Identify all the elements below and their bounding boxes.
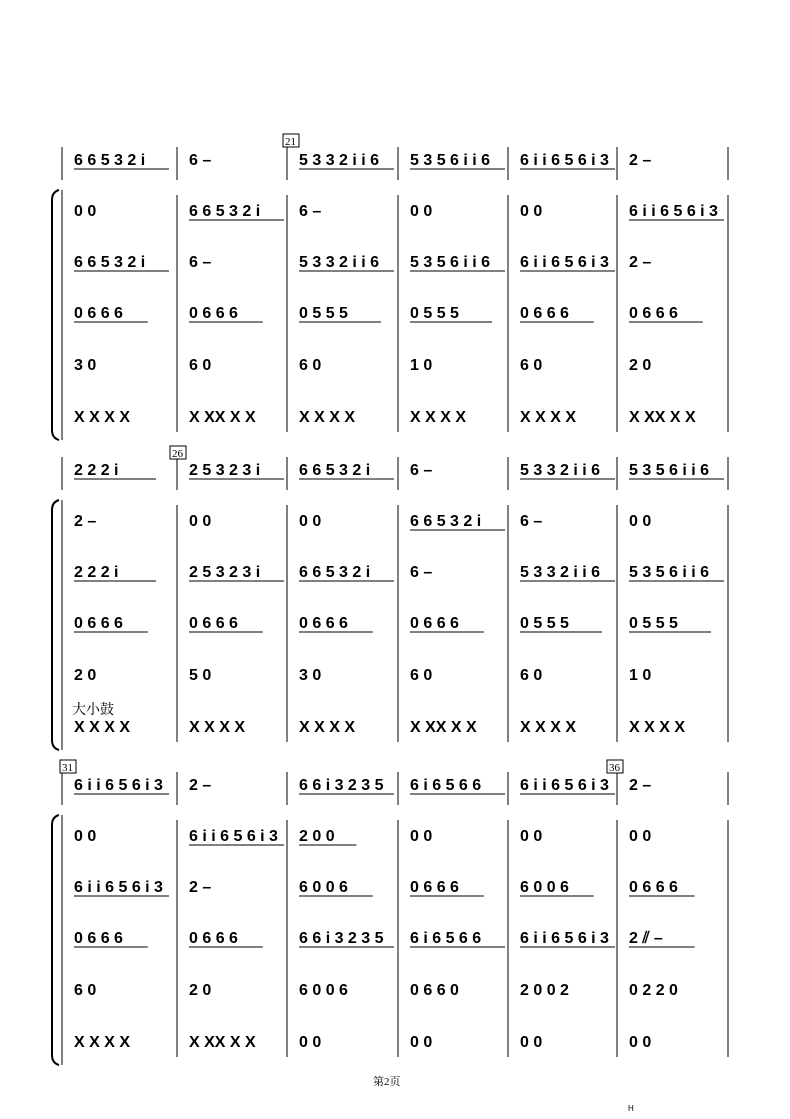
corner-mark: H — [628, 1104, 634, 1113]
percussion-measure: 0 0 — [410, 1034, 433, 1051]
notation-measure: 6 0 0 6 — [299, 982, 348, 999]
percussion-measure: 0 0 — [299, 1034, 322, 1051]
percussion-measure: X X X X — [74, 409, 131, 426]
notation-measure: 0 0 — [299, 513, 322, 530]
notation-measure: 1 0 — [629, 667, 652, 684]
percussion-measure: X X X X — [74, 1034, 131, 1051]
notation-measure: 2 – — [189, 879, 212, 896]
ensemble-bracket — [52, 190, 59, 440]
notation-measure: 5 0 — [189, 667, 212, 684]
notation-measure: 6 6 5 3 2 i — [189, 203, 261, 220]
measure-number: 36 — [609, 762, 620, 774]
notation-measure: 2 0 0 2 — [520, 982, 569, 999]
percussion-measure: X X X X — [520, 409, 577, 426]
percussion-measure: X X X X — [299, 409, 356, 426]
notation-measure: 6 i i 6 5 6 i 3 — [629, 203, 718, 220]
instrument-label: 大小鼓 — [72, 702, 114, 718]
notation-measure: 0 6 6 6 — [189, 615, 238, 632]
notation-measure: 6 6 5 3 2 i — [74, 254, 146, 271]
notation-measure: 2 5 3 2 3 i — [189, 564, 261, 581]
notation-measure: 5 3 3 2 i i 6 — [299, 152, 380, 169]
notation-measure: 0 6 6 6 — [520, 305, 569, 322]
measure-number: 21 — [285, 136, 296, 148]
notation-measure: 2 0 — [189, 982, 212, 999]
notation-measure: 6 i i 6 5 6 i 3 — [189, 828, 278, 845]
notation-measure: 6 0 — [74, 982, 97, 999]
notation-measure: 1 0 — [410, 357, 433, 374]
notation-measure: 6 i 6 5 6 6 — [410, 930, 482, 947]
notation-measure: 0 6 6 6 — [299, 615, 348, 632]
notation-measure: 0 6 6 6 — [74, 930, 123, 947]
notation-measure: 2 – — [74, 513, 97, 530]
notation-measure: 2 – — [629, 777, 652, 794]
percussion-measure: 0 0 — [520, 1034, 543, 1051]
notation-measure: 5 3 3 2 i i 6 — [299, 254, 380, 271]
notation-measure: 6 – — [410, 564, 433, 581]
notation-measure: 5 3 5 6 i i 6 — [629, 564, 710, 581]
percussion-measure: 0 0 — [629, 1034, 652, 1051]
notation-measure: 0 6 6 6 — [74, 305, 123, 322]
notation-measure: 6 – — [520, 513, 543, 530]
notation-measure: 0 0 — [74, 828, 97, 845]
percussion-measure: X XX X X — [629, 409, 696, 426]
notation-measure: 0 5 5 5 — [629, 615, 678, 632]
notation-measure: 6 i i 6 5 6 i 3 — [520, 777, 609, 794]
notation-measure: 6 i i 6 5 6 i 3 — [74, 879, 163, 896]
measure-number: 31 — [62, 762, 73, 774]
notation-measure: 0 6 6 6 — [189, 930, 238, 947]
notation-measure: 2 ⫽ – — [629, 930, 663, 947]
notation-measure: 2 2 2 i — [74, 462, 119, 479]
notation-measure: 6 0 — [189, 357, 212, 374]
notation-measure: 6 6 5 3 2 i — [410, 513, 482, 530]
notation-measure: 6 i i 6 5 6 i 3 — [520, 254, 609, 271]
notation-measure: 0 6 6 6 — [629, 879, 678, 896]
notation-measure: 6 0 — [410, 667, 433, 684]
notation-measure: 0 6 6 6 — [629, 305, 678, 322]
percussion-measure: X X X X — [520, 719, 577, 736]
notation-measure: 6 0 0 6 — [299, 879, 348, 896]
notation-measure: 6 i i 6 5 6 i 3 — [520, 930, 609, 947]
notation-measure: 0 0 — [520, 828, 543, 845]
notation-measure: 0 0 — [189, 513, 212, 530]
notation-measure: 3 0 — [299, 667, 322, 684]
notation-measure: 0 0 — [629, 828, 652, 845]
notation-measure: 6 – — [299, 203, 322, 220]
notation-measure: 6 i i 6 5 6 i 3 — [520, 152, 609, 169]
ensemble-bracket — [52, 500, 59, 750]
notation-measure: 0 0 — [410, 203, 433, 220]
notation-measure: 5 3 5 6 i i 6 — [410, 254, 491, 271]
notation-measure: 6 0 — [299, 357, 322, 374]
notation-measure: 6 – — [189, 254, 212, 271]
notation-measure: 6 6 5 3 2 i — [299, 462, 371, 479]
notation-measure: 5 3 5 6 i i 6 — [410, 152, 491, 169]
percussion-measure: X XX X X — [189, 409, 256, 426]
percussion-measure: X X X X — [299, 719, 356, 736]
notation-measure: 2 – — [629, 152, 652, 169]
notation-measure: 2 2 2 i — [74, 564, 119, 581]
notation-measure: 6 0 — [520, 357, 543, 374]
notation-measure: 6 6 i 3 2 3 5 — [299, 777, 384, 794]
notation-measure: 2 0 — [74, 667, 97, 684]
notation-measure: 6 – — [410, 462, 433, 479]
notation-measure: 0 0 — [74, 203, 97, 220]
percussion-measure: X XX X X — [410, 719, 477, 736]
notation-measure: 0 5 5 5 — [410, 305, 459, 322]
notation-measure: 6 6 i 3 2 3 5 — [299, 930, 384, 947]
notation-measure: 6 6 5 3 2 i — [74, 152, 146, 169]
notation-measure: 0 5 5 5 — [299, 305, 348, 322]
notation-measure: 6 – — [189, 152, 212, 169]
notation-measure: 0 5 5 5 — [520, 615, 569, 632]
notation-measure: 6 i i 6 5 6 i 3 — [74, 777, 163, 794]
percussion-measure: X X X X — [189, 719, 246, 736]
notation-measure: 2 – — [189, 777, 212, 794]
percussion-measure: X X X X — [74, 719, 131, 736]
notation-measure: 0 0 — [629, 513, 652, 530]
notation-measure: 6 6 5 3 2 i — [299, 564, 371, 581]
notation-measure: 0 6 6 6 — [74, 615, 123, 632]
notation-measure: 5 3 3 2 i i 6 — [520, 564, 601, 581]
notation-measure: 2 – — [629, 254, 652, 271]
ensemble-bracket — [52, 815, 59, 1065]
notation-measure: 6 0 — [520, 667, 543, 684]
page-number: 第2页 — [373, 1076, 401, 1088]
notation-measure: 6 i 6 5 6 6 — [410, 777, 482, 794]
notation-measure: 0 0 — [520, 203, 543, 220]
percussion-measure: X XX X X — [189, 1034, 256, 1051]
percussion-measure: X X X X — [629, 719, 686, 736]
notation-measure: 0 6 6 6 — [189, 305, 238, 322]
notation-measure: 5 3 3 2 i i 6 — [520, 462, 601, 479]
notation-measure: 5 3 5 6 i i 6 — [629, 462, 710, 479]
notation-measure: 0 2 2 0 — [629, 982, 678, 999]
notation-measure: 6 0 0 6 — [520, 879, 569, 896]
notation-measure: 2 5 3 2 3 i — [189, 462, 261, 479]
notation-measure: 0 6 6 0 — [410, 982, 459, 999]
notation-measure: 0 6 6 6 — [410, 879, 459, 896]
notation-measure: 2 0 0 — [299, 828, 335, 845]
notation-measure: 0 6 6 6 — [410, 615, 459, 632]
notation-measure: 2 0 — [629, 357, 652, 374]
percussion-measure: X X X X — [410, 409, 467, 426]
notation-measure: 3 0 — [74, 357, 97, 374]
measure-number: 26 — [172, 448, 183, 460]
notation-measure: 0 0 — [410, 828, 433, 845]
